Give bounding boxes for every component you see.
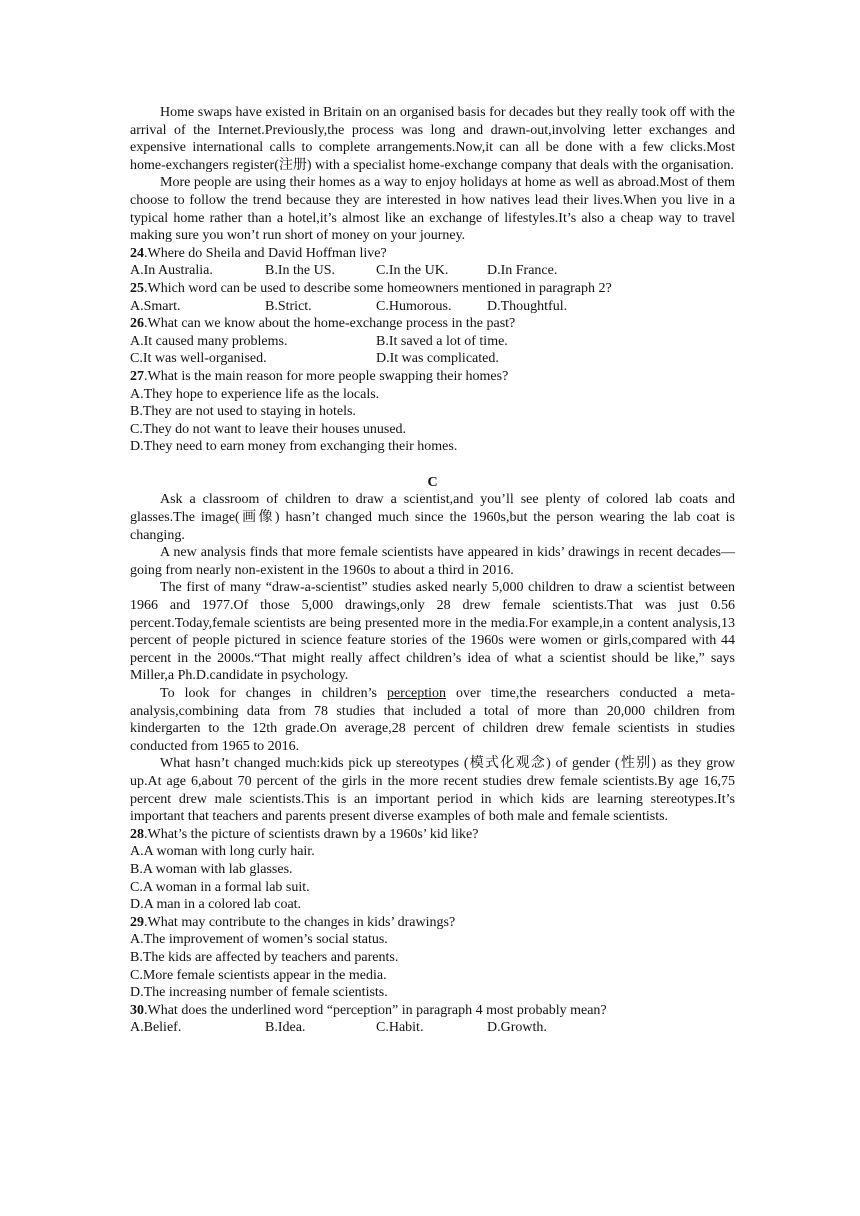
passage-b-paragraph-1: Home swaps have existed in Britain on an organised basis for decades but they really took off with the arrival of the Internet.Previously,the process was long and drawn-out,involving letter exchanges and expensive international calls to complete arrangements.Now,it can all be done with a few clicks.Most home-exchangers register(注册) with a specialist home-exchange company that deals with the organisation. xyxy=(130,105,735,173)
option-b: B.The kids are affected by teachers and parents. xyxy=(130,949,399,965)
paragraph-text: over time,the researchers conducted a meta-analysis,combining data from 78 studies that included a total of more than 20,000 children from kindergarten to the 12th grade.On average,28 percent of children drew female scientists in studies conducted from 1965 to 2016. xyxy=(130,686,735,754)
option-d: D.The increasing number of female scientists. xyxy=(130,985,388,1001)
option-c: C.It was well-organised. xyxy=(130,351,267,367)
option-d: D.A man in a colored lab coat. xyxy=(130,897,302,913)
question-stem: .Which word can be used to describe some homeowners mentioned in paragraph 2? xyxy=(144,280,612,296)
question-stem: .What can we know about the home-exchange process in the past? xyxy=(144,316,516,332)
option-c: C.More female scientists appear in the media. xyxy=(130,967,387,983)
underlined-word: perception xyxy=(386,686,447,701)
question-27 xyxy=(130,368,735,386)
question-number: 30 xyxy=(130,1002,144,1018)
option-c: C.In the UK. xyxy=(376,263,449,279)
option-d: D.Thoughtful. xyxy=(487,298,568,314)
option-b: B.Idea. xyxy=(265,1020,306,1036)
option-b: B.They are not used to staying in hotels. xyxy=(130,404,356,420)
exam-page xyxy=(130,104,735,1037)
question-28 xyxy=(130,826,735,844)
passage-c-paragraph-4 xyxy=(130,685,735,755)
question-number: 27 xyxy=(130,368,144,384)
section-title-c: C xyxy=(427,474,438,490)
question-25 xyxy=(130,280,735,298)
paragraph-text: To look for changes in children’s xyxy=(160,686,387,701)
option-a: A.They hope to experience life as the locals. xyxy=(130,386,380,402)
option-a: A.A woman with long curly hair. xyxy=(130,844,315,860)
options-24 xyxy=(130,262,735,280)
question-24 xyxy=(130,245,735,263)
option-b: B.A woman with lab glasses. xyxy=(130,861,293,877)
option-d: D.It was complicated. xyxy=(376,351,499,367)
passage-c-paragraph-2: A new analysis finds that more female scientists have appeared in kids’ drawings in recent decades—going from nearly non-existent in the 1960s to about a third in 2016. xyxy=(130,545,735,578)
option-b: B.Strict. xyxy=(265,298,312,314)
option-d: D.Growth. xyxy=(487,1020,547,1036)
option-a: A.The improvement of women’s social status. xyxy=(130,932,388,948)
question-26 xyxy=(130,315,735,333)
question-stem: .What’s the picture of scientists drawn by a 1960s’ kid like? xyxy=(144,826,479,842)
passage-c-paragraph-1: Ask a classroom of children to draw a scientist,and you’ll see plenty of colored lab coats and glasses.The image(画像) hasn’t changed much since the 1960s,but the person wearing the lab coat is changing. xyxy=(130,492,735,543)
question-stem: .What does the underlined word “perception” in paragraph 4 most probably mean? xyxy=(144,1002,607,1018)
question-stem: .Where do Sheila and David Hoffman live? xyxy=(144,245,387,261)
option-d: D.They need to earn money from exchanging their homes. xyxy=(130,439,458,455)
question-29 xyxy=(130,914,735,932)
option-c: C.They do not want to leave their houses unused. xyxy=(130,421,407,437)
question-number: 29 xyxy=(130,914,144,930)
option-d: D.In France. xyxy=(487,263,558,279)
options-30 xyxy=(130,1019,735,1037)
question-stem: .What is the main reason for more people swapping their homes? xyxy=(144,368,509,384)
question-number: 26 xyxy=(130,316,144,332)
passage-c-paragraph-5: What hasn’t changed much:kids pick up stereotypes (模式化观念) of gender (性别) as they grow up.At age 6,about 70 percent of the girls in the more recent studies drew female scientists.By age 16,75 percent drew male scientists.This is an important period in which kids are learning stereotypes.It’s important that teachers and parents present diverse examples of both male and female scientists. xyxy=(130,756,735,825)
option-c: C.Habit. xyxy=(376,1020,424,1036)
passage-c-paragraph-3: The first of many “draw-a-scientist” studies asked nearly 5,000 children to draw a scientist between 1966 and 1977.Of those 5,000 drawings,only 28 drew female scientists.That was just 0.56 percent.Today,female scientists are being presented more in the media.For example,in a content analysis,13 percent of people pictured in science feature stories of the 1960s were women or girls,compared with 44 percent in the 2000s.“That might really affect children’s idea of what a scientist should be like,” says Miller,a Ph.D.candidate in psychology. xyxy=(130,580,735,684)
option-b: B.It saved a lot of time. xyxy=(376,333,508,349)
options-25 xyxy=(130,298,735,316)
question-30 xyxy=(130,1002,735,1020)
options-26-row-1 xyxy=(130,333,735,351)
option-c: C.A woman in a formal lab suit. xyxy=(130,879,310,895)
options-26-row-2 xyxy=(130,350,735,368)
option-a: A.It caused many problems. xyxy=(130,333,288,349)
option-a: A.Smart. xyxy=(130,298,181,314)
passage-b-paragraph-2: More people are using their homes as a way to enjoy holidays at home as well as abroad.Most of them choose to follow the trend because they are interested in how natives lead their lives.When you live in a typical home rather than a hotel,it’s almost like an exchange of lifestyles.It’s also a cheap way to travel making sure you won’t run short of money on your journey. xyxy=(130,175,735,244)
option-a: A.In Australia. xyxy=(130,263,213,279)
question-number: 24 xyxy=(130,245,144,261)
option-c: C.Humorous. xyxy=(376,298,452,314)
question-number: 25 xyxy=(130,280,144,296)
question-stem: .What may contribute to the changes in kids’ drawings? xyxy=(144,914,456,930)
option-a: A.Belief. xyxy=(130,1020,182,1036)
option-b: B.In the US. xyxy=(265,263,335,279)
question-number: 28 xyxy=(130,826,144,842)
